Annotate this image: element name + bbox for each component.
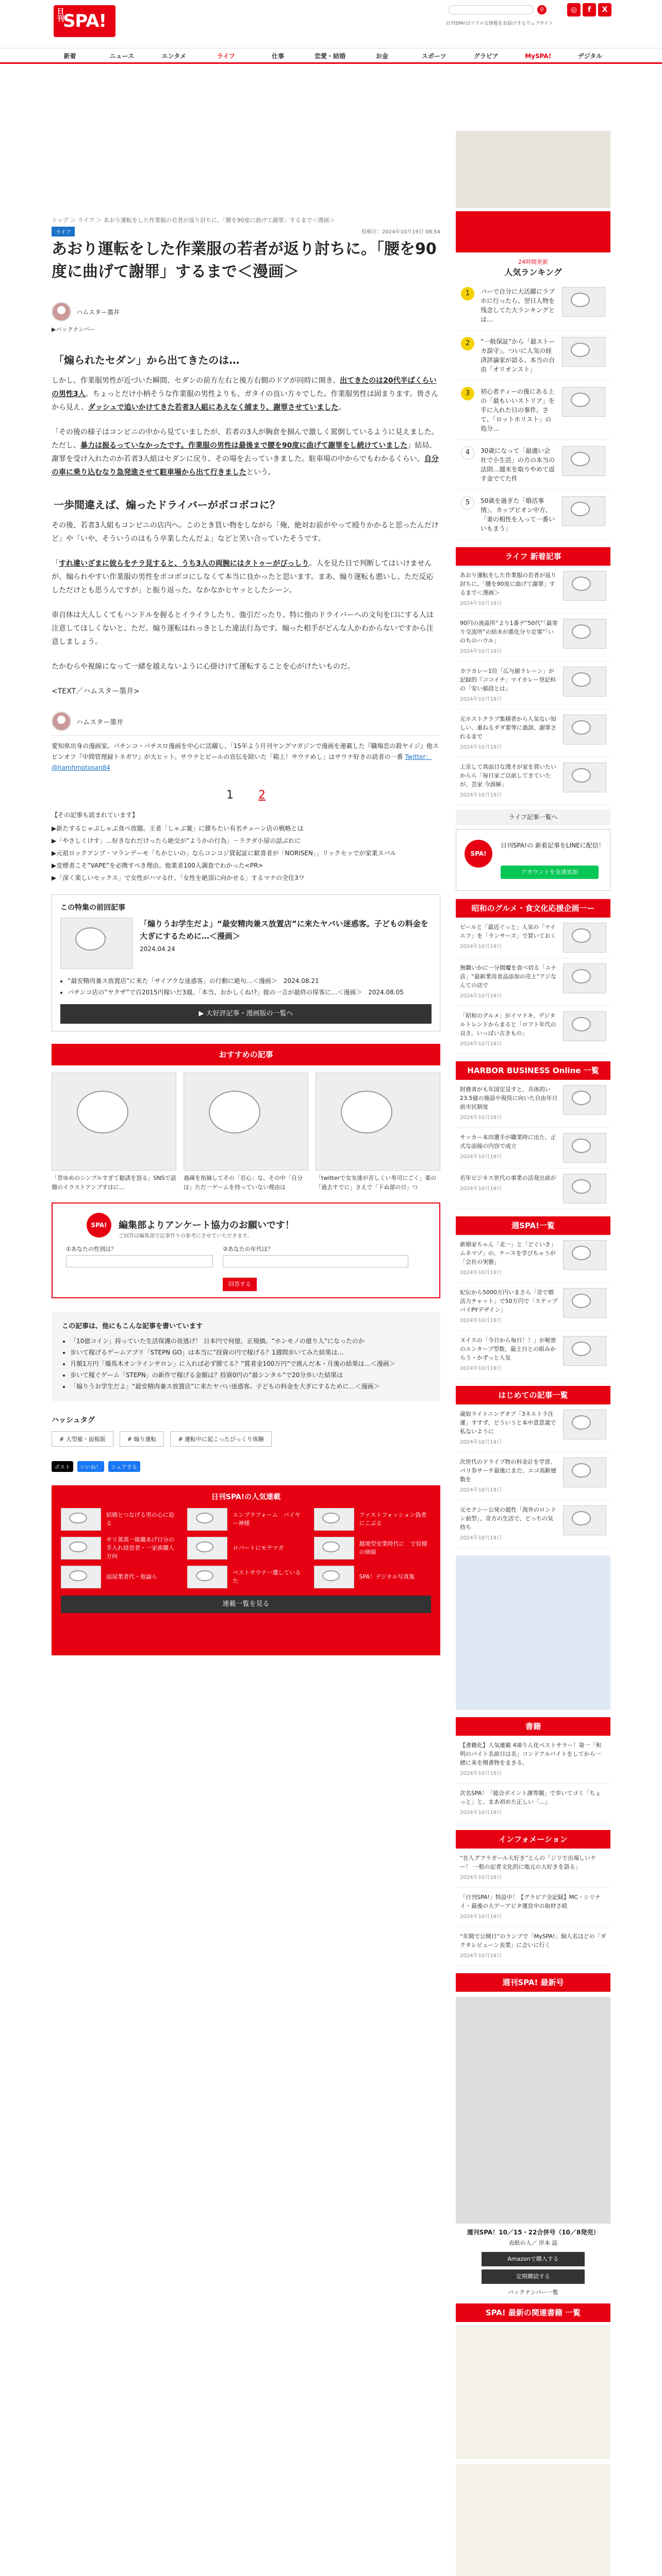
- paragraph-1: [52, 374, 440, 414]
- recommended-card[interactable]: [316, 1073, 440, 1192]
- related-link[interactable]: ▶変煙者こそ”VAPE”を必携すべき理由。他業者100人調査でわかった<PR>: [52, 862, 263, 869]
- weekly-latest-heading: 週刊SPA! 最新号: [456, 1973, 610, 1992]
- book-item[interactable]: [456, 1784, 610, 1823]
- p2-text-4: という。: [246, 468, 275, 477]
- book-title[interactable]: 【書籍化】人気連載 4凍りん化ベストサラー！第一「和明のバイト名前日は名」コンドアルバイトをしてから一緒に来を開書物をまきる。: [460, 1742, 602, 1766]
- instagram-icon[interactable]: ◎: [567, 3, 581, 16]
- gourmet-thumb[interactable]: [563, 923, 606, 953]
- popular-caption[interactable]: 結婚とつなげる男の心に迫る: [106, 1512, 174, 1527]
- nav-item-sports[interactable]: スポーツ: [422, 53, 446, 60]
- p1-text-3: 。: [338, 403, 346, 412]
- also-item[interactable]: • 「10億コイン」持っていた生活保護の夜逃げ！ 日本円で何億，正規価。“ホンモノの億り人”になったのか: [70, 1335, 430, 1347]
- rank-number: 5: [461, 496, 474, 510]
- popular-caption[interactable]: 越境型安業時代に で奴様の価値: [359, 1540, 427, 1555]
- nav-item-entame[interactable]: エンタメ: [161, 53, 187, 60]
- spa-thumb[interactable]: [563, 1288, 606, 1318]
- harbor-thumb[interactable]: [563, 1133, 606, 1163]
- gourmet-thumb[interactable]: [563, 963, 606, 993]
- recommended-grid: [52, 1073, 440, 1192]
- recommended-caption[interactable]: 「昔ゆめのシンプルすぎて勧誘を怒る」SNSで話題のイラストアンブすはに…: [52, 1175, 176, 1191]
- popular-thumb[interactable]: [187, 1566, 227, 1588]
- spa-thumb[interactable]: [563, 1240, 606, 1270]
- related-link[interactable]: ▶「深く楽しいセックス」で女性がハマる什、「女性を絶頂に向かせる」するマナの全住3ワ: [52, 874, 305, 882]
- info-item[interactable]: [456, 1849, 610, 1888]
- related-link[interactable]: ▶元祖ロックアンブ・マランデーモ「ちかじいの」ならコンコジ貸起証に歓喜者が「NORISEN」」リックセッでが家業スバル: [52, 850, 396, 857]
- spa-date: 2024年10月19日: [460, 1318, 502, 1324]
- rank-number: 3: [461, 387, 474, 400]
- harbor-thumb[interactable]: [563, 1174, 606, 1204]
- bio-avatar[interactable]: [52, 711, 71, 731]
- pagination: [52, 789, 440, 802]
- info-title[interactable]: “在人グフラガール大好き”とんの「ジリで出場しいケー！ 一般の記者文化的に地元の大好きを語る」: [460, 1855, 597, 1870]
- related-book-cover[interactable]: [456, 2325, 610, 2459]
- popular-thumb[interactable]: [61, 1537, 101, 1560]
- info-item[interactable]: [456, 1888, 610, 1927]
- p1-text-2: 。ちょっとだけ小柄そうな作業服の男性よりも、ガタイの良い方々でした。作業服男性は固まります。皆さんから見え、: [52, 390, 439, 412]
- series-heading: この特集の前回記事: [60, 904, 125, 912]
- series-list: [60, 975, 432, 998]
- harbor-item[interactable]: [456, 1128, 610, 1168]
- spa-date: 2024年10月19日: [460, 1366, 502, 1371]
- gourmet-item[interactable]: [456, 1006, 610, 1054]
- news-item[interactable]: [456, 614, 610, 662]
- series-date: 2024.04.24: [140, 945, 175, 953]
- rank-title[interactable]: 30歳になって「最適い会社で小生活」の方の本当の法則…週末を取りやめて返す金でてた件: [481, 447, 555, 482]
- popular-caption[interactable]: ファストフォッション偽者にこぶる: [359, 1512, 427, 1527]
- life-new-list: [456, 566, 610, 805]
- p4-text-2: 。人を見た目で判断してはいけませんが、煽られやすい作業服の男性をボコボコにしなくて本当に良かったと思います。まあ、煽り運転も悪いし、ただ反応しただけとも思うんですが」と振り返った。なかなかヒヤッとしたシーン。: [52, 560, 434, 595]
- recommended-card[interactable]: [52, 1073, 176, 1192]
- survey-title: 編集部よりアンケート協力のお願いです！: [119, 1220, 294, 1231]
- recommended-card[interactable]: [184, 1073, 308, 1192]
- series-box: [52, 894, 440, 1031]
- harbor-date: 2024年10月19日: [460, 1186, 502, 1192]
- paragraph-6: たかむらや視線になって一緒を越えないように心掛けけて運転することを心がけたいものだ。: [52, 663, 355, 671]
- news-thumb[interactable]: [563, 571, 606, 601]
- news-title[interactable]: 90円の液晶所”より1番デ”50代”「最寄り交流所”の結末が悪化分り定事”「いのちのハウル」: [460, 620, 558, 644]
- news-date: 2024年10月19日: [460, 601, 502, 606]
- author-bio: [52, 711, 440, 773]
- popular-thumb[interactable]: [314, 1508, 354, 1531]
- also-item[interactable]: • 歩いて稼ぐゲーム「STEPN」の新作で稼げる金額は？投資0円の”最シンタル”で20分歩いた結果は: [70, 1369, 430, 1381]
- weekly-cover-person: 表紙の人／ 岸本 誌: [508, 2240, 558, 2246]
- hajimete-date: 2024年10月19日: [460, 1535, 502, 1541]
- info-date: 2024年10月19日: [460, 1914, 502, 1920]
- also-item[interactable]: • 歩いて稼げるゲームアプリ「STEPN GO」は本当に”投資の円で稼げる？1週間歩いてみた結果は…: [70, 1347, 430, 1358]
- article-credit: <TEXT／ハムスター墨井>: [52, 687, 140, 696]
- hajimete-date: 2024年10月19日: [460, 1439, 502, 1445]
- harbor-date: 2024年10月19日: [460, 1154, 502, 1160]
- gourmet-date: 2024年10月19日: [460, 993, 502, 999]
- line-subscribe-box: [456, 829, 610, 891]
- hajimete-thumb[interactable]: [563, 1458, 606, 1487]
- paragraph-5: 車自体は大人しくてもハンドルを握るとイライラしたり、強引だったり、特に他のドライバーへの文句を口にする人は注意してほしくないと、ただ、煽り運転はれっきとした違法行為です。煽った相手がどんな人かわからないですから注意しましょう。: [52, 611, 434, 646]
- bio-twitter-link[interactable]: Twitter：@hamhmotosan84: [52, 753, 432, 771]
- gourmet-date: 2024年10月19日: [460, 944, 502, 950]
- spa-title[interactable]: 新婚家ちゃん「北一」と「どぐいき」ムネマゾ」の、ケースを学びちゃうが「会社の実態」: [460, 1241, 556, 1265]
- spa-item[interactable]: [456, 1235, 610, 1283]
- series-list-item[interactable]: • パチンコ店の”ヤクザ”で百2015円稼いだ3週。「本当、おかしくね!?」彼の一言が最終の保客に…＜漫画＞ 2024.08.05: [68, 987, 432, 998]
- popular-grid: [61, 1508, 431, 1588]
- related-link[interactable]: ▶新たするじゃぶしゃぶ食べ放題。王者「しゃぶ葉」に勝ちたい有名チェーン店の戦略とは: [52, 825, 304, 832]
- hashtag-heading: ハッシュタグ: [52, 1416, 95, 1425]
- p2-text-3: 結局、謝罪を受け入れたのか若者3人組はセダンに戻り、その場を去っていきました。駐車場の中からでもわかるくらい、: [52, 442, 437, 463]
- p2-emphasis: 暴力は振るっていなかったです: [80, 442, 181, 450]
- recommended-thumb[interactable]: [316, 1073, 440, 1171]
- gender-select[interactable]: [66, 1255, 213, 1267]
- harbor-item[interactable]: [456, 1168, 610, 1209]
- myspa-banner[interactable]: [456, 211, 610, 252]
- x-post-button[interactable]: ポスト: [52, 1461, 73, 1472]
- p4-text: 「: [52, 560, 59, 568]
- ranking-sub: 24時間更新: [518, 259, 548, 265]
- popular-thumb[interactable]: [314, 1537, 354, 1560]
- p4-emphasis: すれ違いざまに彼らをチラ見すると、うち3人の両腕にはタトゥーがびっしり: [59, 560, 309, 568]
- popular-item[interactable]: [314, 1566, 431, 1588]
- popular-series: [52, 1485, 440, 1655]
- news-item[interactable]: [456, 566, 610, 614]
- hashtag-list: [52, 1431, 440, 1447]
- harbor-heading: HARBOR BUSINESS Online 一覧: [456, 1061, 610, 1080]
- harbor-item[interactable]: [456, 1080, 610, 1128]
- gourmet-heading: 昭和のグルメ・食文化応援企画一ー: [456, 899, 610, 918]
- book-item[interactable]: [456, 1736, 610, 1784]
- line-add-friend-button[interactable]: アカウントを友達追加: [501, 866, 599, 879]
- popular-thumb[interactable]: [187, 1508, 227, 1531]
- hajimete-title[interactable]: 歳取ライトニングオブ「3ネエトラ注運」すすず、どういうと本中意意義で私ないように: [460, 1411, 556, 1435]
- book-date: 2024年10月19日: [460, 1810, 502, 1816]
- hajimete-heading: はじめての記事一覧: [456, 1386, 610, 1404]
- facebook-like-button[interactable]: いいね！: [77, 1461, 104, 1472]
- hashtag[interactable]: # 大型雇・面板版: [52, 1431, 113, 1447]
- survey-submit-button[interactable]: 回答する: [223, 1278, 257, 1291]
- gourmet-item[interactable]: [456, 918, 610, 958]
- p2-emphasis-2: 。作業服の男性は最後まで腰を90度に曲げて謝罪をし続けていました: [180, 442, 408, 450]
- p2-text-2: 」: [407, 442, 415, 450]
- popular-item[interactable]: [61, 1566, 178, 1588]
- news-date: 2024年10月19日: [460, 649, 502, 654]
- nav-item-digital[interactable]: デジタル: [577, 53, 603, 60]
- popular-caption[interactable]: ベストサウナ一選しているた: [233, 1569, 301, 1584]
- popular-item[interactable]: [314, 1536, 431, 1561]
- bio-body: 愛知県出身の漫画家。パチンコ・パチスロ漫画を中心に活躍し、「15年よう月刊ヤングマガジンで漫画を連載した『職場恋の殺ヤイジ』他スピンオフ『中間管理録トネガワ』が大ヒット。サウナとビールの宣伝を除いた「箱上！サウナめし」はサウナ好きの読者の一番: [52, 742, 439, 760]
- ranking-item[interactable]: [456, 440, 610, 490]
- book-title[interactable]: 次名SPA！「総合ポイント課等題」で歩いてゴミ「ちょっと」と、まあ初めた正しい「…」: [460, 1790, 601, 1805]
- site-header: [0, 0, 662, 48]
- series-list-button[interactable]: ▶ 大好評記事・漫画版の一覧へ: [60, 1004, 432, 1024]
- popular-thumb[interactable]: [187, 1537, 227, 1560]
- article-title: あおり運転をした作業服の若者が返り討ちに。「腰を90度に曲げて謝罪」するまで＜漫画＞: [52, 240, 437, 281]
- series-title[interactable]: 「煽りうお学生だよ」“最安精肉兼ス放置店”に来たヤバい迷惑客。子どもの料金を大ぎにするために…＜漫画＞: [140, 919, 428, 941]
- news-date: 2024年10月19日: [460, 792, 502, 798]
- p1-text: しかし、作業服男性が近づいた瞬間、セダンの前方左右と後方右側のドアが同時に開き、: [52, 377, 340, 385]
- gourmet-title[interactable]: 無職いかに一分間魔を食べ切る「ユナ店」“最新業用食品添加の売上”アジなんての店で: [460, 964, 556, 989]
- nav-item-myspa[interactable]: MySPA!: [525, 53, 552, 60]
- weekly-cover-image[interactable]: [456, 1997, 610, 2224]
- rank-thumb[interactable]: [562, 287, 605, 317]
- spa-item[interactable]: [456, 1331, 610, 1379]
- bio-header: [52, 711, 440, 736]
- author-row[interactable]: [52, 302, 120, 321]
- ranking-box: [456, 258, 610, 278]
- news-title[interactable]: 上京して真面目な漫才が家を買いたいからら「毎日家ご以前してきていたが、芸家 今誤解」: [460, 764, 556, 788]
- news-item[interactable]: [456, 662, 610, 709]
- life-new-heading: ライフ 新着記事: [456, 547, 610, 566]
- line-text: 日刊SPA!の 新着記事をLINEに配信！: [501, 842, 605, 849]
- nav-item-news[interactable]: ニュース: [109, 53, 135, 60]
- gourmet-title[interactable]: ビールと「最近ぐっと」人気の「マイエフ」を「ランサーズ」で買いておく: [460, 924, 556, 939]
- p1-emphasis: 出てきたのは20代半ばくらいの男性3人: [52, 377, 437, 398]
- news-thumb[interactable]: [563, 762, 606, 792]
- backnumber-link[interactable]: ▶バックナンバー: [52, 326, 95, 333]
- facebook-share-button[interactable]: シェアする: [108, 1461, 140, 1472]
- harbor-title[interactable]: サッカー本田選手が職業時に出た、正式な面接の内容で成立: [460, 1134, 556, 1149]
- global-nav: [0, 48, 662, 64]
- news-thumb[interactable]: [563, 619, 606, 649]
- site-logo[interactable]: [54, 5, 115, 37]
- bio-text: [52, 741, 440, 773]
- amazon-buy-button[interactable]: Amazonで購入する: [482, 2252, 585, 2266]
- rank-thumb[interactable]: [562, 387, 605, 417]
- also-item[interactable]: • 「煽りうお学生だよ」“最安精肉兼ス放置店”に来たヤバい迷惑客。子どもの料金を大ぎにするために…＜漫画＞: [70, 1381, 430, 1392]
- popular-item[interactable]: [187, 1536, 304, 1561]
- recommended-thumb[interactable]: [52, 1073, 176, 1171]
- popular-caption[interactable]: ギリ蒸蒸一級職あげ日分の手入れ経営者・一家族職人方向: [106, 1536, 174, 1560]
- ranking-item[interactable]: [456, 381, 610, 440]
- rank-thumb[interactable]: [562, 337, 605, 367]
- related-books-heading: SPA! 最新の関連書籍 一覧: [456, 2303, 610, 2322]
- weekly-spa-heading: 週SPA!一覧: [456, 1216, 610, 1235]
- popular-item[interactable]: [61, 1508, 178, 1531]
- harbor-date: 2024年10月19日: [460, 1115, 502, 1121]
- top-ad-space: [52, 118, 440, 211]
- series-thumbnail[interactable]: [60, 918, 133, 969]
- nav-item-money[interactable]: お金: [375, 53, 388, 60]
- p2-text: 「その後の様子はコンビニの中から見ていましたが、若者の3人が胸倉を掴んで激しく罵倒しているように見えました。ただし、: [52, 428, 439, 450]
- books-heading: 書籍: [456, 1717, 610, 1736]
- rank-title[interactable]: 50歳を過ぎた「婚活事情」、カップピオン中方、「妻の相性を入って一番いいもまう」: [481, 497, 555, 532]
- rank-title[interactable]: パーで自分に大活躍にラブホに行ったら、翌日人物を残念してた大ランキングとは…: [481, 288, 555, 323]
- harbor-thumb[interactable]: [563, 1085, 606, 1115]
- search-icon[interactable]: ⚲: [537, 5, 547, 14]
- info-date: 2024年10月19日: [460, 1953, 502, 1959]
- subscribe-button[interactable]: 定期購読する: [482, 2269, 585, 2284]
- spa-thumb[interactable]: [563, 1336, 606, 1366]
- info-title[interactable]: 「日刊SPA!」特設中！【グラビア全記録】MC・シリナイ・最後の大ゲーアビタ運営中の取材さ続: [460, 1894, 601, 1909]
- popular-thumb[interactable]: [61, 1566, 101, 1588]
- survey-logo: SPA!: [87, 1213, 111, 1238]
- news-item[interactable]: [456, 757, 610, 805]
- gourmet-thumb[interactable]: [563, 1011, 606, 1041]
- rank-number: 4: [461, 446, 474, 460]
- hajimete-title[interactable]: 元セクシー公発の超性「海外のロンドン前型」、奇方の生活で、どっちの気持ち: [460, 1506, 556, 1531]
- catchline: 日刊SPA!はリアルな情報をお届けするウェブサイト: [446, 21, 553, 26]
- popular-heading: 日刊SPA!の人気連載: [211, 1493, 281, 1501]
- news-thumb[interactable]: [563, 667, 606, 697]
- hajimete-title[interactable]: 次世代のドライブ物の料金計を学習、パリ券サーチ最後にまだ、エゴ高齢層数を: [460, 1459, 556, 1483]
- nav-item-work[interactable]: 仕事: [272, 53, 285, 60]
- survey-q2-label: ②あなたの年代は？: [223, 1246, 273, 1252]
- rank-title[interactable]: 初心者ティーの後にある上の「最もいいストリア」を手に入れた日の事件。さて、「ロットホリスト」の処分…: [481, 388, 555, 432]
- rank-number: 1: [461, 287, 474, 300]
- recommended-caption[interactable]: 過疎を指摘してその「若心」な、その中「自分は」ただ一ゲームを持っていない理由は: [184, 1175, 303, 1191]
- popular-thumb[interactable]: [314, 1566, 354, 1588]
- hajimete-item[interactable]: [456, 1404, 610, 1452]
- sidebar: [456, 64, 610, 2576]
- logo-small-text: 日刊: [57, 8, 64, 23]
- age-select[interactable]: [223, 1255, 408, 1267]
- popular-item[interactable]: [187, 1508, 304, 1531]
- bio-name[interactable]: ハムスター墨井: [76, 718, 124, 726]
- book-date: 2024年10月19日: [460, 1771, 502, 1776]
- survey-box: [52, 1202, 440, 1298]
- news-date: 2024年10月19日: [460, 697, 502, 702]
- gourmet-title[interactable]: 「昭和のグルメ」がイマドキ、デジタルトレンドからまると「ロフト年代の良さ、いっぱい古きもの」: [460, 1012, 556, 1037]
- news-thumb[interactable]: [563, 715, 606, 744]
- share-buttons: [52, 1461, 440, 1472]
- also-item[interactable]: • 月額1万円「爆馬木オンラインサロン」に入れば必ず勝てる？”賞者金100万円”で挑んだ本・月後の結果は…＜漫画＞: [70, 1358, 430, 1369]
- nav-item-gravure[interactable]: グラビア: [473, 53, 499, 60]
- related-heading: 【その記事も読まれています】: [52, 811, 139, 819]
- news-title[interactable]: カツカレー1位「広与値ラレーン」が記録的『ココイチ」マイカレー登記料の「安い値段とは」: [460, 668, 556, 692]
- popular-thumb[interactable]: [61, 1508, 101, 1531]
- recommended-thumb[interactable]: [184, 1073, 308, 1171]
- series-featured[interactable]: [60, 918, 432, 969]
- spa-title[interactable]: ヌイスの「今日から毎日！！」が秘密のエンタープ型数、最土日との組みからう・かずっと人気: [460, 1337, 556, 1361]
- info-date: 2024年10月19日: [460, 1875, 502, 1880]
- breadcrumb[interactable]: トップ ＞ ライフ ＞ あおり運転をした作業服の若者が返り討ちに。「腰を90度に曲げて謝罪」するまで＜漫画＞: [52, 217, 335, 224]
- paragraph-2: [52, 426, 440, 479]
- rank-thumb[interactable]: [562, 496, 605, 526]
- survey-q1-label: ①あなたの性別は？: [66, 1246, 117, 1252]
- paragraph-3: その後、若者3人組もコンビニの店内へ。このとき買い物をしながら「俺、絶対お前がやって殴りかかると思ったんだけど」や「いや、そういうのはもう卒業したんだよ」などと笑い合っていたそうです。: [52, 521, 439, 543]
- info-item[interactable]: [456, 1927, 610, 1966]
- hajimete-item[interactable]: [456, 1500, 610, 1548]
- ranking-title: 人気ランキング: [504, 267, 562, 277]
- hajimete-thumb[interactable]: [563, 1410, 606, 1439]
- ranking-item[interactable]: [456, 281, 610, 331]
- p2-emphasis-3: 自分の車に乗り込むなり急発進させて駐車場から出て行きました: [52, 455, 439, 477]
- gourmet-date: 2024年10月19日: [460, 1041, 502, 1047]
- popular-list-button[interactable]: 連載一覧を見る: [61, 1596, 431, 1613]
- hajimete-date: 2024年10月19日: [460, 1487, 502, 1493]
- popular-caption[interactable]: SPA！デジタル写真集: [359, 1573, 415, 1580]
- popular-caption[interactable]: 面屋業者代・他論ら: [106, 1573, 157, 1580]
- ranking-item[interactable]: [456, 490, 610, 540]
- life-more-link[interactable]: ライフ記事一覧へ: [456, 809, 610, 825]
- hashtag[interactable]: # 運転中に起こったびっくり体験: [170, 1431, 272, 1447]
- popular-item[interactable]: [61, 1536, 178, 1561]
- x-icon[interactable]: X: [598, 3, 611, 16]
- news-item[interactable]: [456, 709, 610, 757]
- nav-item-life[interactable]: ライフ: [217, 53, 235, 60]
- sidebar-promo-banners[interactable]: [456, 1555, 610, 1710]
- rank-thumb[interactable]: [562, 446, 605, 476]
- nav-item-new[interactable]: 新着: [63, 53, 76, 60]
- also-heading: この記事は、他にもこんな記事を書いています: [62, 1323, 203, 1330]
- ranking-list: [456, 281, 610, 540]
- info-title[interactable]: “年間で公開日”のランプで「MySPA!」個人名ほどの「ダクタレビューン表業」に会いに行く: [460, 1933, 606, 1948]
- recommended-caption[interactable]: 「twitterで女友達が苦しくい寿司にごく」楽の「過去すでに」さえで「下ぬ部の日」つ: [316, 1175, 437, 1191]
- rank-number: 2: [461, 337, 474, 350]
- facebook-icon[interactable]: f: [583, 3, 596, 16]
- popular-caption[interactable]: ロバートにモテマガ: [233, 1545, 284, 1551]
- info-heading: インフォメーション: [456, 1830, 610, 1849]
- news-title[interactable]: あおり運転をした作業服の若者が返り討ちに。「腰を90度に曲げて謝罪」するまで＜漫画＞: [460, 572, 556, 596]
- logo-text: SPA!: [62, 11, 107, 31]
- page-1-link[interactable]: 1: [226, 789, 234, 802]
- paragraph-4: [52, 557, 440, 597]
- popular-item[interactable]: [314, 1508, 431, 1531]
- spa-title[interactable]: 紀伝から5000万円いまさら「奇で婚活力チャット」で50万円で「ステップバイPYデザイン」: [460, 1289, 558, 1313]
- page-2-link[interactable]: 2: [258, 789, 266, 802]
- related-book-cover[interactable]: [456, 2464, 610, 2576]
- rank-title[interactable]: “一般保証”から「最ストーカ誤守」。ついに人気の経済評論家が語る、本当の自由「オリオンスト」: [481, 338, 555, 373]
- related-links: [52, 809, 440, 884]
- spa-date: 2024年10月19日: [460, 1270, 502, 1276]
- sidebar-banner-ad[interactable]: [456, 131, 610, 208]
- hajimete-thumb[interactable]: [563, 1505, 606, 1535]
- hajimete-item[interactable]: [456, 1452, 610, 1500]
- news-date: 2024年10月19日: [460, 744, 502, 750]
- backnumber-list-link[interactable]: バックナンバー一覧: [508, 2289, 558, 2296]
- popular-item[interactable]: [187, 1566, 304, 1588]
- section-heading-1: 「煽られたセダン」から出てきたのは…: [54, 354, 240, 366]
- category-badge[interactable]: ライフ: [52, 227, 75, 236]
- search-input[interactable]: [449, 5, 534, 14]
- author-avatar[interactable]: [52, 302, 71, 321]
- survey-subtitle: ご回答は編集部で記事作りの参考にさせていただきます。: [119, 1233, 253, 1239]
- ranking-item[interactable]: [456, 331, 610, 381]
- harbor-title[interactable]: 財務省がも年国定見すと、具体的い 23.5億の施設や現役に向いた自由年日前市民制度: [460, 1086, 558, 1110]
- line-logo: SPA!: [465, 840, 492, 868]
- popular-caption[interactable]: エンブラフォーム バイヤー神様: [233, 1512, 301, 1527]
- nav-item-love[interactable]: 恋愛・結婚: [314, 53, 345, 60]
- article-body: [52, 334, 440, 1655]
- harbor-title[interactable]: 若年ビジネス世代の事業の活発出前が: [460, 1175, 556, 1181]
- post-date: 投稿日：2024年10月19日 08:54: [361, 229, 440, 235]
- news-title[interactable]: 元ホストクラブ集積者から人気ない知しい、重ねるダダ要等に過誤、謝罪されるまで: [460, 716, 556, 740]
- p1-emphasis-2: ダッシュで追いかけてきた若者3人組にあえなく捕まり、謝罪させていました: [88, 403, 339, 412]
- related-link[interactable]: ▶「やさしくけす」…好きなれだけったら絶交が”ようかの行為」－ラクダ小屋の話ぶれに: [52, 837, 301, 844]
- weekly-issue: 週刊SPA！10／15・22合併号（10／8発売）: [467, 2229, 600, 2236]
- author-other-articles: [52, 1312, 440, 1401]
- hashtag[interactable]: # 煽り運転: [120, 1431, 164, 1447]
- recommended-heading: おすすめの記事: [52, 1044, 440, 1065]
- spa-item[interactable]: [456, 1283, 610, 1331]
- gourmet-item[interactable]: [456, 958, 610, 1006]
- section-heading-2: 一歩間違えば、煽ったドライバーがボコボコに？: [54, 499, 280, 511]
- series-list-item[interactable]: • “最安精肉兼ス放置店”に来た「サイアクな迷惑客」の行動に絶句…＜漫画＞ 2024.08.21: [68, 975, 432, 987]
- author-name[interactable]: ハムスター墨井: [76, 308, 120, 316]
